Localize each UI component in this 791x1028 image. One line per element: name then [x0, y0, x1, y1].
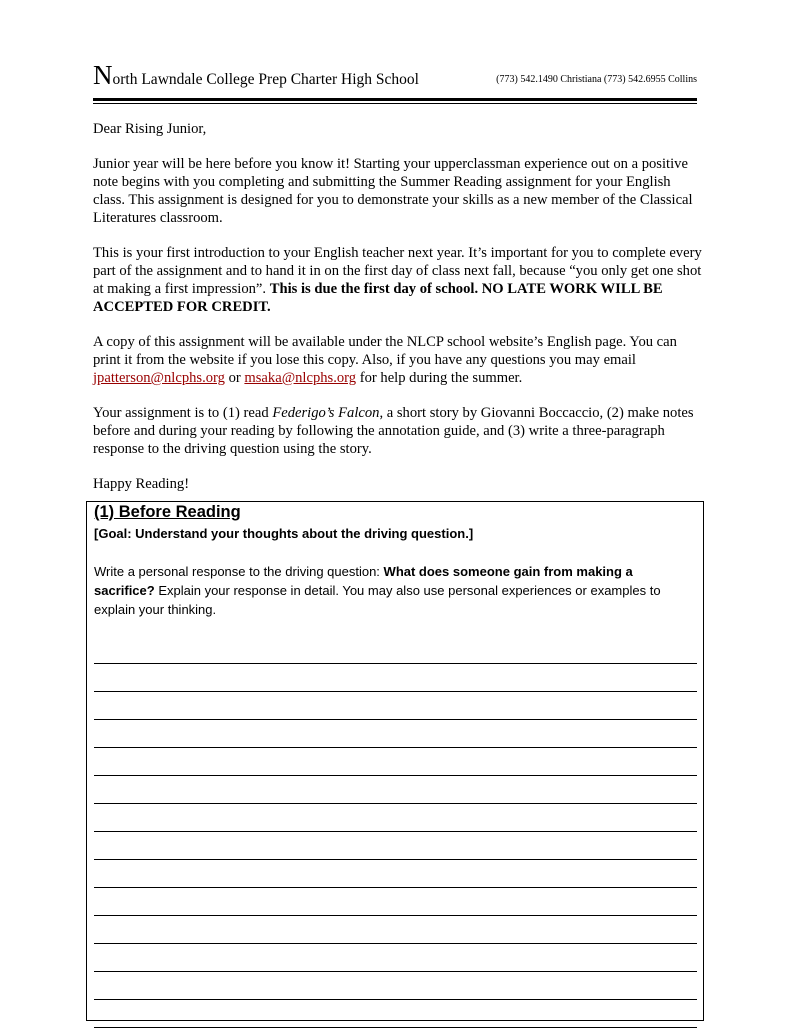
prompt-text: Write a personal response to the driving question: — [94, 564, 384, 579]
phone-numbers: (773) 542.1490 Christiana (773) 542.6955 Collins — [496, 74, 697, 85]
driving-question: What does someone gain from making a sacrifice? — [94, 564, 633, 598]
greeting: Dear Rising Junior, — [93, 121, 207, 137]
section-goal: [Goal: Understand your thoughts about the driving question.] — [94, 526, 474, 541]
answer-line[interactable] — [94, 944, 697, 972]
paragraph-website — [93, 333, 703, 387]
before-reading-section — [86, 501, 704, 1021]
answer-line[interactable] — [94, 748, 697, 776]
writing-prompt — [94, 562, 694, 619]
header-rule-thick — [93, 98, 697, 101]
answer-line[interactable] — [94, 916, 697, 944]
paragraph-text: This is your first introduction to your English teacher next year. It’s important for you to complete every part of the assignment and to hand it in on the first day of class next fall, because “you only get one shot at making a first impression”. — [93, 245, 702, 297]
header — [93, 62, 697, 102]
school-initial: N — [93, 60, 113, 90]
connector-text: or — [224, 370, 245, 386]
answer-line[interactable] — [94, 720, 697, 748]
answer-line[interactable] — [94, 860, 697, 888]
answer-lines — [94, 636, 697, 1028]
letter-body — [93, 120, 703, 510]
school-name-rest: orth Lawndale College Prep Charter High School — [112, 71, 419, 88]
story-title: Federigo’s Falcon — [272, 405, 380, 421]
answer-line[interactable] — [94, 804, 697, 832]
answer-line[interactable] — [94, 832, 697, 860]
closing: Happy Reading! — [93, 476, 190, 492]
paragraph-text: Your assignment is to (1) read — [93, 405, 273, 421]
paragraph-introduction-teacher — [93, 244, 703, 316]
email-link-jpatterson[interactable]: jpatterson@nlcphs.org — [93, 370, 225, 386]
paragraph-text-end: , a short story by Giovanni Boccaccio, (2) make notes before and during your reading by following the annotation guide, and (3) write a three-paragraph response to the driving question using the story. — [93, 405, 694, 457]
school-name — [93, 62, 419, 89]
paragraph-assignment — [93, 404, 703, 458]
answer-line[interactable] — [94, 664, 697, 692]
answer-line[interactable] — [94, 972, 697, 1000]
answer-line[interactable] — [94, 776, 697, 804]
paragraph-text-end: for help during the summer. — [356, 370, 523, 386]
header-rule-thin — [93, 103, 697, 104]
answer-line[interactable] — [94, 636, 697, 664]
email-link-msaka[interactable]: msaka@nlcphs.org — [244, 370, 357, 386]
section-title: (1) Before Reading — [94, 503, 241, 521]
answer-line[interactable] — [94, 888, 697, 916]
prompt-text-end: Explain your response in detail. You may also use personal experiences or examples to explain your thinking. — [94, 583, 661, 617]
paragraph-text: A copy of this assignment will be available under the NLCP school website’s English page. You can print it from the website if you lose this copy. Also, if you have any questions you may email — [93, 334, 677, 368]
answer-line[interactable] — [94, 692, 697, 720]
due-date-notice: This is due the first day of school. NO LATE WORK WILL BE ACCEPTED FOR CREDIT. — [93, 281, 663, 315]
paragraph-intro: Junior year will be here before you know it! Starting your upperclassman experience out on a positive note begins with you completing and submitting the Summer Reading assignment for your English class. This assignment is designed for you to demonstrate your skills as a new member of the Classical Literatures classroom. — [93, 156, 693, 226]
